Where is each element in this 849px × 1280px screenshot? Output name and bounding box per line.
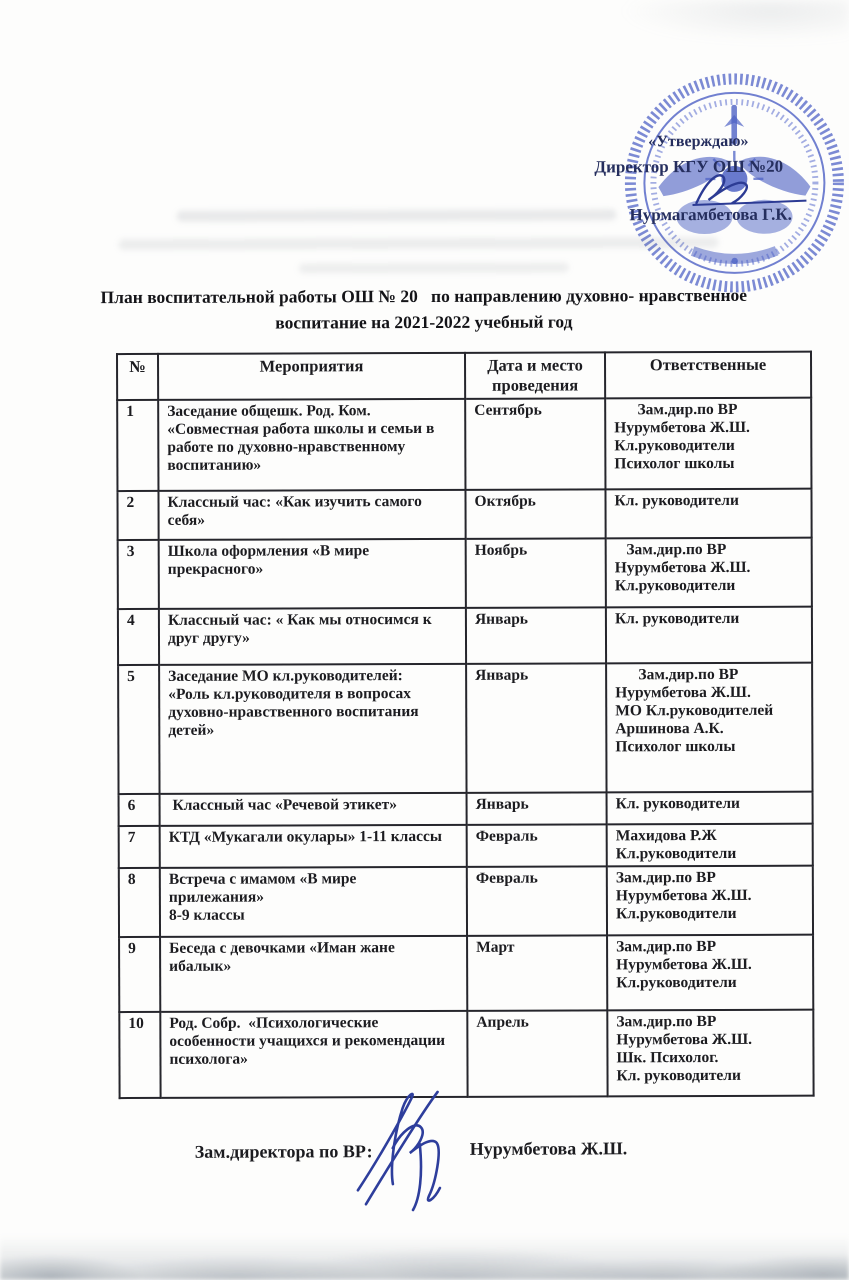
cell-resp: Зам.дир.по ВР Нурумбетова Ж.Ш. МО Кл.руководителей Аршинова А.К. Психолог школы xyxy=(606,663,812,793)
cell-date: Январь xyxy=(467,792,607,824)
cell-num: 6 xyxy=(119,794,160,826)
cell-date: Апрель xyxy=(467,1010,607,1096)
plan-table xyxy=(116,351,815,1099)
cell-num: 2 xyxy=(117,491,158,540)
plan-table-header xyxy=(117,352,811,400)
bleed-through-text xyxy=(177,209,617,222)
cell-num: 10 xyxy=(119,1012,160,1098)
cell-resp: Кл. руководители xyxy=(606,607,812,664)
cell-date: Октябрь xyxy=(465,489,605,538)
scan-shadow-top xyxy=(589,0,849,56)
cell-event: Классный час: «Как изучить самого себя» xyxy=(158,490,465,540)
col-header-num: № xyxy=(117,354,158,400)
table-row xyxy=(119,866,813,937)
cell-date: Январь xyxy=(466,663,606,792)
cell-num: 3 xyxy=(118,540,159,609)
cell-event: Заседание общешк. Род. Ком. «Совместная работа школы и семьи в работе по духовно-нравственному воспитанию» xyxy=(158,399,465,491)
table-row xyxy=(119,935,813,1012)
col-header-events: Мероприятия xyxy=(158,353,465,400)
cell-resp: Кл. руководители xyxy=(605,489,811,539)
cell-event: Встреча с имамом «В мире прилежания» 8-9 классы xyxy=(160,867,467,937)
approval-director-line: Директор КГУ ОШ №20 xyxy=(594,156,784,177)
cell-num: 1 xyxy=(117,400,158,491)
table-row xyxy=(117,489,811,540)
bleed-through-text xyxy=(119,237,719,250)
table-row xyxy=(118,607,812,665)
table-row xyxy=(119,792,813,826)
approval-word: «Утверждаю» xyxy=(648,132,749,151)
cell-resp: Зам.дир.по ВР Нурумбетова Ж.Ш. Шк. Психолог. Кл. руководители xyxy=(607,1010,813,1097)
cell-date: Март xyxy=(467,935,607,1010)
col-header-date: Дата и место проведения xyxy=(465,352,605,398)
cell-resp: Зам.дир.по ВР Нурумбетова Ж.Ш. Кл.руководители Психолог школы xyxy=(605,398,811,490)
cell-num: 4 xyxy=(118,609,159,665)
cell-resp: Зам.дир.по ВР Нурумбетова Ж.Ш. Кл.руководители xyxy=(606,538,812,608)
cell-date: Февраль xyxy=(467,824,607,866)
deputy-signature xyxy=(340,1086,474,1214)
cell-event: КТД «Мукагали окулары» 1-11 классы xyxy=(160,825,467,868)
cell-event: Беседа с девочками «Иман жане ибалык» xyxy=(160,936,467,1012)
cell-event: Заседание МО кл.руководителей: «Роль кл.руководителя в вопросах духовно-нравственного воспитания детей» xyxy=(159,664,466,794)
approval-director-name: Нурмагамбетова Г.К. xyxy=(629,204,792,225)
document-title xyxy=(54,282,794,337)
cell-date: Сентябрь xyxy=(465,398,605,489)
cell-resp: Зам.дир.по ВР Нурумбетова Ж.Ш. Кл.руководители xyxy=(607,866,813,936)
scan-shadow-bottom xyxy=(0,1218,849,1280)
table-row xyxy=(118,663,812,794)
col-header-responsible: Ответственные xyxy=(605,352,811,399)
title-line-1: План воспитательной работы ОШ № 20 по направлению духовно- нравственное xyxy=(100,284,748,308)
table-row xyxy=(117,398,811,491)
table-row xyxy=(118,538,812,609)
header-row xyxy=(117,352,811,400)
deputy-name: Нурумбетова Ж.Ш. xyxy=(469,1138,628,1159)
cell-date: Январь xyxy=(466,607,606,663)
table-row xyxy=(119,824,813,868)
cell-num: 5 xyxy=(118,665,159,794)
cell-resp: Кл. руководители xyxy=(607,792,813,825)
cell-num: 7 xyxy=(119,826,160,868)
cell-event: Род. Собр. «Психологические особенности учащихся и рекомендации психолога» xyxy=(160,1011,467,1098)
cell-date: Февраль xyxy=(467,866,607,935)
plan-table-body xyxy=(117,398,813,1098)
cell-event: Классный час: « Как мы относимся к друг другу» xyxy=(159,608,466,665)
table-row xyxy=(119,1010,813,1098)
cell-resp: Зам.дир.по ВР Нурумбетова Ж.Ш. Кл.руководители xyxy=(607,935,813,1011)
cell-event: Классный час «Речевой этикет» xyxy=(160,793,467,826)
cell-num: 9 xyxy=(119,937,160,1012)
cell-resp: Махидова Р.Ж Кл.руководители xyxy=(607,824,813,867)
cell-event: Школа оформления «В мире прекрасного» xyxy=(159,539,466,609)
cell-num: 8 xyxy=(119,868,160,937)
title-line-2: воспитание на 2021-2022 учебный год xyxy=(275,311,573,333)
cell-date: Ноябрь xyxy=(466,538,606,607)
deputy-label: Зам.директора по ВР: xyxy=(194,1141,373,1162)
bleed-through-text xyxy=(299,262,569,273)
